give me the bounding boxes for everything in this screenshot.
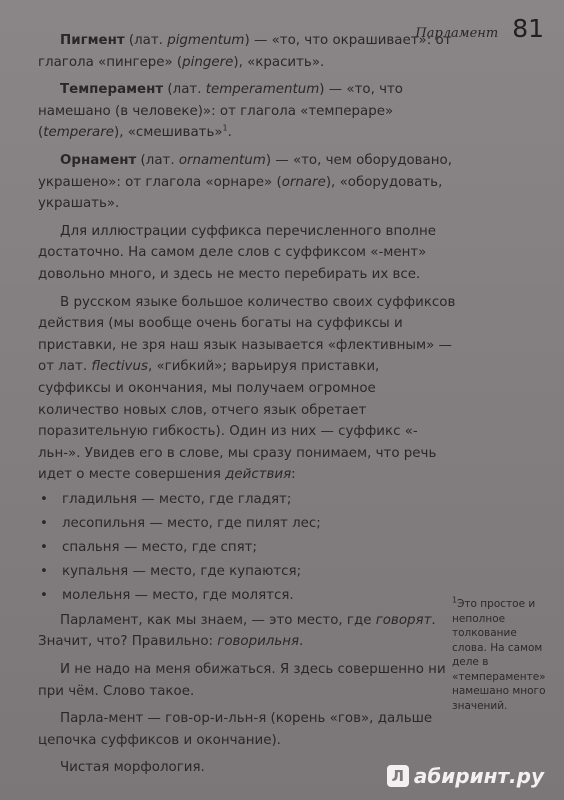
term-pigment: Пигмент xyxy=(60,33,125,48)
text-span: : xyxy=(291,467,296,483)
bullet-icon: • xyxy=(40,491,48,507)
text-span: ) — «то, что намешано (в человеке)»: от глагола «темпераре» ( xyxy=(38,82,403,141)
bullet-icon: • xyxy=(40,563,48,579)
italic-word: говорят xyxy=(375,612,432,628)
bullet-icon: • xyxy=(40,587,48,603)
latin-word: temperamentum xyxy=(205,82,320,98)
main-text xyxy=(38,30,456,779)
text-span: ) — «то, что окрашивает»: от глагола «пингере» ( xyxy=(38,33,452,70)
paragraph-temperament xyxy=(38,79,456,144)
text-span: . xyxy=(227,125,232,141)
text-span: . xyxy=(299,634,304,650)
footnote-ref: 1 xyxy=(222,123,228,133)
text-span: (лат. xyxy=(136,152,179,168)
text-span: В русском языке большое количество своих суффиксов действия (мы вообще очень богаты на суффиксы и приставки, не зря наш язык называется «флективным» — от лат. xyxy=(38,294,456,375)
footnote xyxy=(452,597,552,713)
text-span: ) — «то, чем оборудовано, украшено»: от глагола «орнаре» ( xyxy=(38,152,452,190)
list-item-text: спальня — место, где спят; xyxy=(62,539,257,555)
examples-list xyxy=(38,488,456,608)
paragraph-illustration: Для иллюстрации суффикса перечисленного вполне достаточно. На самом деле слов с суффиксом «-мент» довольно много, и здесь не место перебирать их все. xyxy=(38,223,436,282)
text-span: Парламент, как мы знаем, — это место, где xyxy=(60,612,376,628)
paragraph-morphology: Чистая морфология. xyxy=(60,760,205,776)
list-item xyxy=(38,488,456,512)
list-item xyxy=(38,512,456,536)
paragraph-ornament xyxy=(38,150,456,215)
latin-word: temperare xyxy=(43,125,114,141)
paragraph-dont-be-offended: И не надо на меня обижаться. Я здесь совершенно ни при чём. Слово такое. xyxy=(38,662,446,699)
list-item-text: молельня — место, где молятся. xyxy=(62,587,294,603)
text-span: (лат. xyxy=(124,33,168,48)
italic-word: действия xyxy=(225,467,292,483)
latin-word: flectivus xyxy=(91,359,148,375)
latin-word: pingere xyxy=(182,54,234,70)
watermark-logo xyxy=(387,764,544,788)
page-number: 81 xyxy=(512,14,544,43)
list-item-text: купальня — место, где купаются; xyxy=(62,563,302,579)
latin-word: ornamentum xyxy=(178,152,266,168)
latin-word: pigmentum xyxy=(167,33,245,48)
paragraph-decomposition: Парла-мент — гов-ор-и-льн-я (корень «гов», дальше цепочка суффиксов и окончание). xyxy=(38,711,433,748)
bullet-icon: • xyxy=(40,515,48,531)
text-span: ), «смешивать» xyxy=(113,125,223,141)
list-item xyxy=(38,584,456,608)
footnote-text: Это простое и неполное толкование слова. На самом деле в «темпераменте» намешано много значений. xyxy=(452,598,546,712)
paragraph-russian-suffixes xyxy=(38,292,456,486)
logo-text: абиринт.ру xyxy=(413,764,544,788)
list-item xyxy=(38,536,456,560)
text-span: (лат. xyxy=(163,82,206,98)
text-span: ), «красить». xyxy=(233,54,325,70)
paragraph-parliament xyxy=(38,610,456,653)
term-temperament: Темперамент xyxy=(60,82,164,98)
running-head: Парламент xyxy=(415,26,499,41)
list-item-text: гладильня — место, где гладят; xyxy=(62,491,292,507)
latin-word: ornare xyxy=(281,174,326,190)
list-item xyxy=(38,560,456,584)
text-span: ), «оборудовать, украшать». xyxy=(38,174,443,212)
labirint-logo-icon: Л xyxy=(387,765,409,787)
paragraph-pigment xyxy=(38,30,456,73)
text-span: . Значит, что? Правильно: xyxy=(38,612,436,650)
italic-word: говорильня xyxy=(217,634,300,650)
bullet-icon: • xyxy=(40,539,48,555)
term-ornament: Орнамент xyxy=(60,152,137,168)
footnote-mark: 1 xyxy=(452,595,458,605)
text-span: , «гибкий»; варьируя приставки, суффиксы и окончания, мы получаем огромное количество новых слов, отчего язык обретает поразительную гибкость). Один из них — суффикс «-льн-». Увидев его в слове, мы сразу понимаем, что речь идет о месте совершения xyxy=(38,359,437,483)
list-item-text: лесопильня — место, где пилят лес; xyxy=(62,515,321,531)
